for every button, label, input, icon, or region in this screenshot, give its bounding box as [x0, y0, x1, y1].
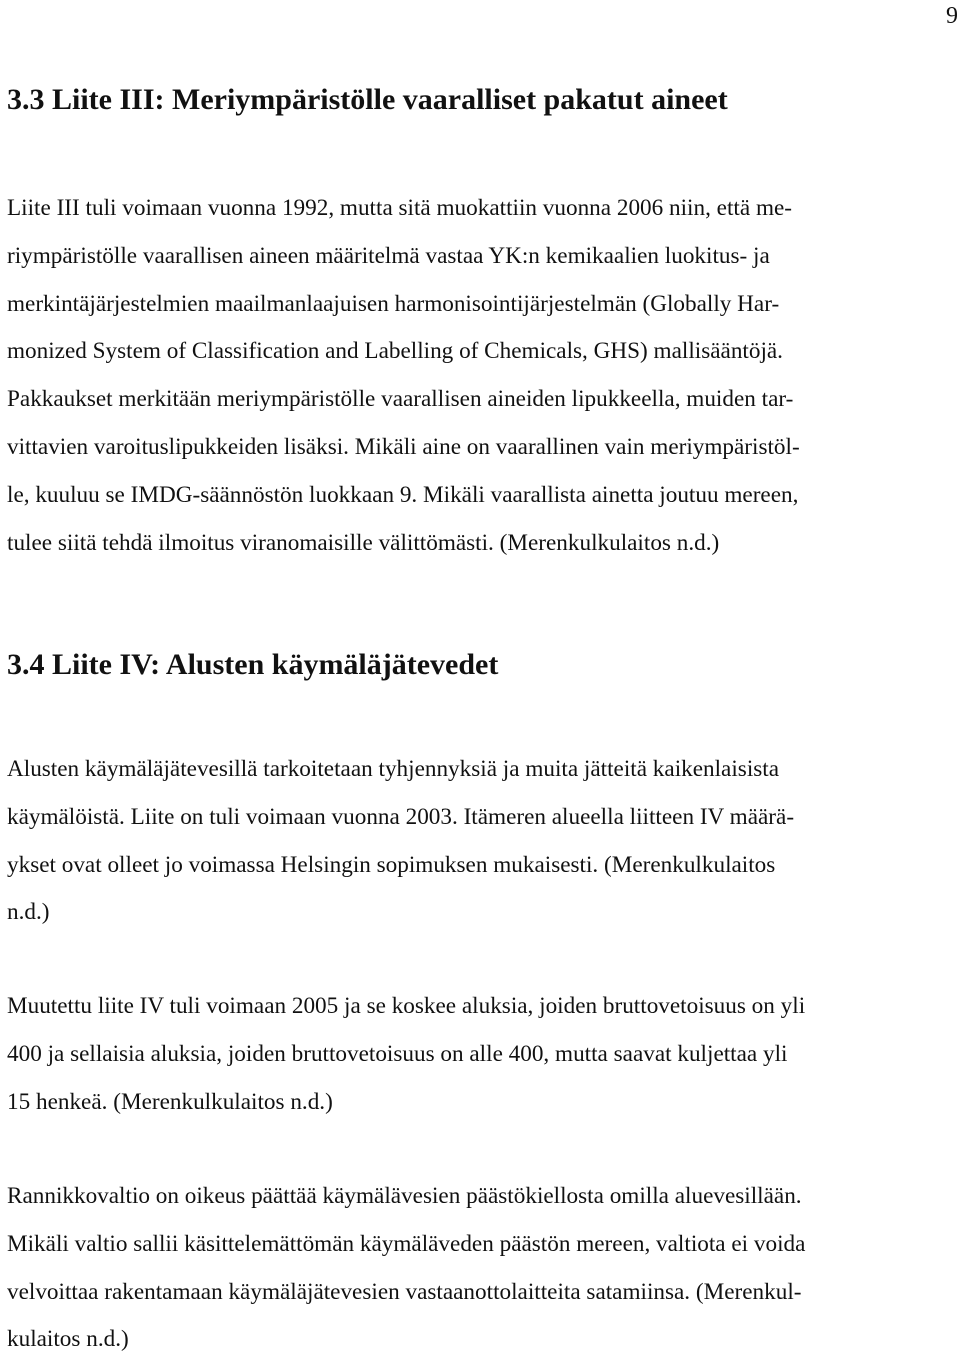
page-number: 9	[946, 3, 958, 29]
text-line: käymälöistä. Liite on tuli voimaan vuonna 2003. Itämeren alueella liitteen IV määrä-	[7, 803, 795, 830]
paragraph-rannikkovaltio	[7, 1173, 805, 1364]
text-line: tulee siitä tehdä ilmoitus viranomaisille välittömästi. (Merenkulkulaitos n.d.)	[7, 529, 720, 556]
text-line: riympäristölle vaarallisen aineen määritelmä vastaa YK:n kemikaalien luokitus- ja	[7, 242, 770, 269]
text-line: ykset ovat olleet jo voimassa Helsingin sopimuksen mukaisesti. (Merenkulkulaitos	[7, 851, 776, 878]
text-line: le, kuuluu se IMDG-säännöstön luokkaan 9. Mikäli vaarallista ainetta joutuu mereen,	[7, 481, 799, 508]
text-line: Mikäli valtio sallii käsittelemättömän käymäläveden päästön mereen, valtiota ei voida	[7, 1230, 806, 1257]
text-line: merkintäjärjestelmien maailmanlaajuisen harmonisointijärjestelmän (Globally Har-	[7, 290, 780, 317]
paragraph-liite-iii	[7, 185, 800, 567]
text-line: n.d.)	[7, 899, 50, 926]
text-line: velvoittaa rakentamaan käymäläjätevesien vastaanottolaitteita satamiinsa. (Merenkul-	[7, 1278, 802, 1305]
paragraph-kaymalajatevesi	[7, 746, 794, 937]
text-line: 15 henkeä. (Merenkulkulaitos n.d.)	[7, 1088, 333, 1115]
text-line: Rannikkovaltio on oikeus päättää käymälävesien päästökiellosta omilla aluevesillään.	[7, 1183, 802, 1209]
text-line: 400 ja sellaisia aluksia, joiden bruttovetoisuus on alle 400, mutta saavat kuljettaa yli	[7, 1040, 788, 1067]
text-line: vittavien varoituslipukkeiden lisäksi. Mikäli aine on vaarallinen vain meriympäristöl-	[7, 433, 800, 460]
text-line: monized System of Classification and Labelling of Chemicals, GHS) mallisääntöjä.	[7, 338, 783, 365]
text-line: Liite III tuli voimaan vuonna 1992, mutta sitä muokattiin vuonna 2006 niin, että me-	[7, 195, 793, 221]
section-heading-liite-iii: 3.3 Liite III: Meriympäristölle vaaralliset pakatut aineet	[7, 83, 728, 116]
text-line: Pakkaukset merkitään meriympäristölle vaarallisen aineiden lipukkeella, muiden tar-	[7, 386, 794, 413]
text-line: Muutettu liite IV tuli voimaan 2005 ja se koskee aluksia, joiden bruttovetoisuus on yli	[7, 993, 806, 1019]
text-line: kulaitos n.d.)	[7, 1326, 129, 1353]
section-heading-liite-iv: 3.4 Liite IV: Alusten käymäläjätevedet	[7, 648, 499, 681]
paragraph-muutettu-liite	[7, 983, 805, 1126]
text-line: Alusten käymäläjätevesillä tarkoitetaan tyhjennyksiä ja muita jätteitä kaikenlaisista	[7, 756, 780, 782]
